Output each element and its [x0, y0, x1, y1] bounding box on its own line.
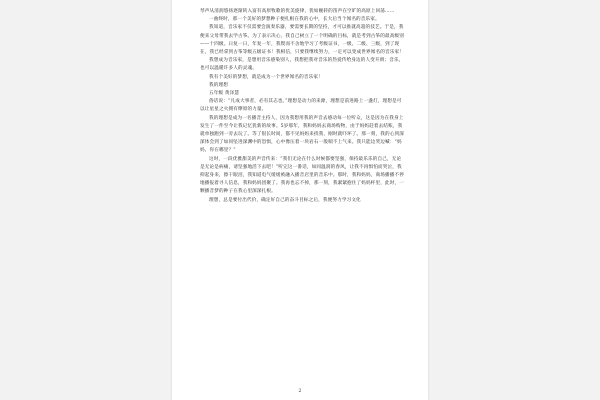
page-number: 2: [298, 389, 302, 394]
paragraph: 琴声从清润悠扬逐渐转入富有高原牧歌的优美旋律，犹如婉转的笛声在空旷的高原上回荡……: [200, 9, 395, 14]
paragraph: 俗话说：“凡成大事者，必有其志也。”理想是动力的来源，理想是前进路上一盏灯，理想是可以让星星之火拥有燎原的力量。: [200, 99, 402, 113]
paragraph: 我的理想是成为一名播音主持人，因为我想用我的声音去感动每一位听众，这是因为在我身上发生了一件至今让我记忆犹新的故事。5岁那年，我和妈妈去商场购物，由于妈妈赶着去结账，我就单独跑到一旁去玩了。等了很长时间，都不见妈妈来找我，刚时就吓坏了。那一刻，我的心到深深体会到了如同坠进深渊中的恐惧，心中像压着一块岩石一般喘不上气来。我只能边哭边喊：“妈妈，你在哪里？”: [200, 115, 404, 154]
essay-author: 五年级 黄泽慧: [209, 91, 240, 97]
essay-title: 我的理想: [209, 82, 228, 88]
paragraph: 我想成为音乐家，是想用音乐感染别人，我想把我对音乐的热爱传给身边的人变开朗；音乐，也可以温暖许多人的灵魂。: [200, 58, 404, 72]
paragraph: 这时，一段优雅甜美的声音传来：“我们无论在什么时候都要坚强，保持最乐乐的自己，无论是无论是病痛，请坚强地活下去吧！”听完这一番话，如同温润的春风，让我不再惧怕而哭泣，我抑起身来，擦干眼泪，我知道电气缓缓被融入播音店里的音乐中。那时，我和妈妈，商场播播不停地播报着寻人信息，我和妈妈团聚了。我再也忘不掉，那一刻，我紧紧抱住了妈妈杯里，此时，一颗播音梦的种子在我心里深深扎根。: [200, 156, 404, 195]
document-page: [172, 0, 428, 400]
paragraph: 理想，总是要付出代价，确定好自己的奋斗目标之后，我便努力学习文化: [209, 197, 361, 203]
paragraph: 我知道，音乐家不仅需要会演奏乐器，要需要长期的坚持，才可以推就高超的技艺。于是，我便来父母带我去学古筝。为了表示决心，我自己树立了一个明确的目标，就是考到古筝的最高级别——十四级。日复一日，年复一年，我锲而不舍地学习了考级证书，一级、二级、三级，到了现在，我已经拿到古筝等级五级证书！我相信，只要我继续努力，一定可以变成世界闻名的音乐家！: [200, 25, 404, 56]
page-body: [200, 8, 404, 205]
paragraph: 一曲终时，那一个美好的梦想种子便扎根在我的心中，长大后当个闻名的音乐家。: [209, 17, 380, 23]
paragraph: 我有个美好的梦想，就是成为一个世界闻名的音乐家！: [209, 74, 323, 80]
